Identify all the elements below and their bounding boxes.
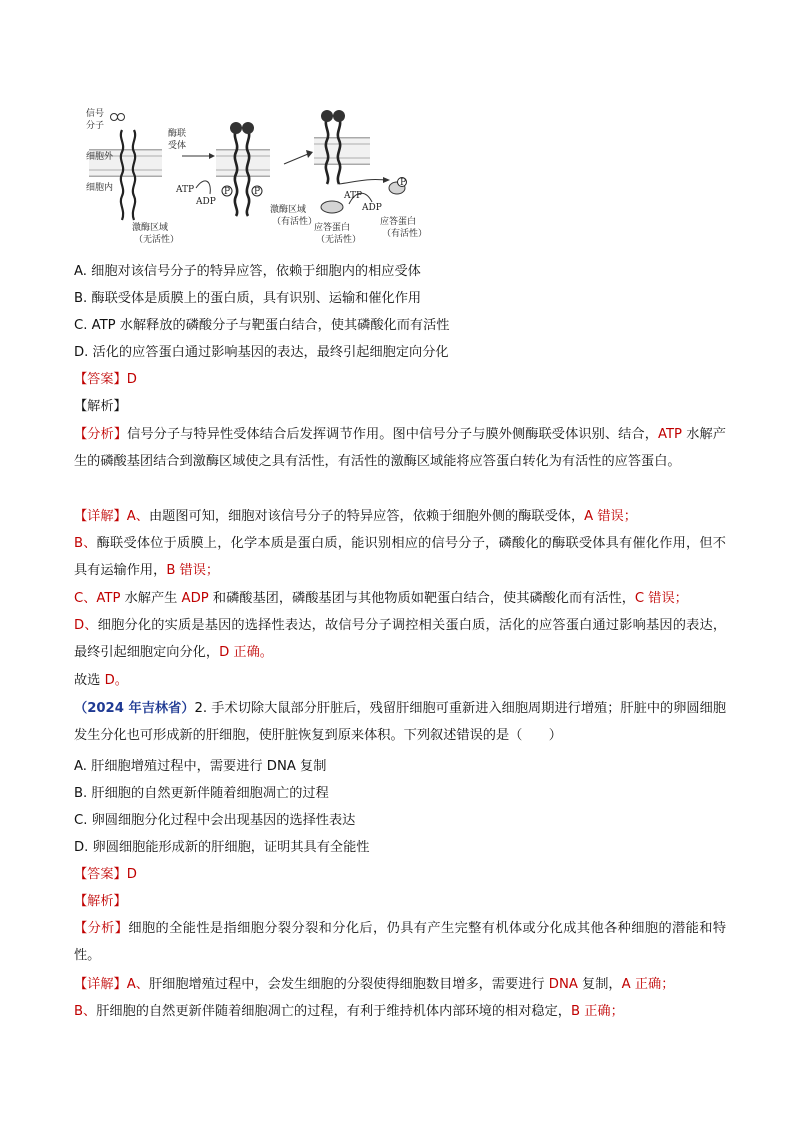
- q2-answer: [74, 865, 137, 885]
- q1-answer: [74, 370, 137, 390]
- conclusion-answer: D。: [104, 673, 128, 688]
- label-signal: 信号: [86, 109, 105, 119]
- q2-stem: [74, 695, 726, 749]
- q2-xj-a-prefix: A、: [126, 977, 149, 992]
- label-receptor: 受体: [168, 141, 187, 151]
- xj-c-verdict: C 错误；: [634, 591, 688, 606]
- q2-option-d: D. 卵圆细胞能形成新的肝细胞，证明其具有全能性: [74, 840, 370, 855]
- label-adp-1: ADP: [196, 197, 216, 207]
- label-enzyme: 酶联: [168, 129, 187, 139]
- fenxi-tag: 【分析】: [74, 427, 128, 442]
- q2-fenxi-tag: 【分析】: [74, 921, 129, 936]
- phosphate-1: P: [224, 187, 231, 197]
- q2-answer-value: D: [126, 867, 137, 882]
- label-atp-1: ATP: [176, 185, 195, 195]
- q2-option-c: C. 卵圆细胞分化过程中会出现基因的选择性表达: [74, 813, 356, 828]
- xj-c-text-a: 水解产生: [120, 591, 182, 606]
- answer-tag: 【答案】: [74, 372, 127, 387]
- q1-option-c: C. ATP 水解释放的磷酸分子与靶蛋白结合，使其磷酸化而有活性: [74, 318, 450, 333]
- q2-year-label: 2024 年吉林省: [87, 701, 182, 716]
- phosphate-2: P: [254, 187, 261, 197]
- xj-c-adp: ADP: [181, 591, 209, 606]
- label-adp-2: ADP: [362, 203, 382, 213]
- conclusion-text: 故选: [74, 673, 105, 688]
- xj-c-text-b: 和磷酸基团，磷酸基团与其他物质如靶蛋白结合，使其磷酸化而有活性，: [208, 591, 635, 606]
- phosphate-3: P: [400, 178, 407, 188]
- q2-answer-tag: 【答案】: [74, 867, 127, 882]
- q1-analysis-tag: 【解析】: [74, 399, 127, 414]
- q2-xj-a-verdict: A 正确；: [621, 977, 675, 992]
- label-inactive-2: （无活性）: [316, 235, 362, 245]
- q2-xiangjie-tag: 【详解】: [74, 977, 127, 992]
- xj-d-text: 细胞分化的实质是基因的选择性表达，故信号分子调控相关蛋白质，活化的应答蛋白通过影响基因的表达，最终引起细胞定向分化，: [74, 618, 727, 660]
- xj-d-verdict: D 正确。: [219, 645, 273, 660]
- label-response-inactive: 应答蛋白: [314, 223, 351, 233]
- q1-fenxi: [74, 421, 726, 475]
- q1-xiangjie-c: [74, 585, 726, 612]
- q1-option-d: D. 活化的应答蛋白通过影响基因的表达，最终引起细胞定向分化: [74, 345, 449, 360]
- q2-option-b: B. 肝细胞的自然更新伴随着细胞凋亡的过程: [74, 786, 329, 801]
- label-active-2: （有活性）: [382, 229, 428, 239]
- label-inside: 细胞内: [86, 183, 114, 193]
- xj-d-prefix: D、: [74, 618, 98, 633]
- fenxi-text-a: 信号分子与特异性受体结合后发挥调节作用。图中信号分子与膜外侧酶联受体识别、结合，: [127, 427, 658, 442]
- q2-year-close: ）: [181, 701, 195, 716]
- q2-fenxi: [74, 915, 726, 969]
- xj-a-text: 由题图可知，细胞对该信号分子的特异应答，依赖于细胞外侧的酶联受体，: [148, 509, 585, 524]
- q2-year-open: （: [74, 701, 88, 716]
- label-outside: 细胞外: [86, 152, 114, 162]
- q2-analysis-tag: 【解析】: [74, 894, 127, 909]
- q2-xj-b-text: 肝细胞的自然更新伴随着细胞凋亡的过程，有利于维持机体内部环境的相对稳定，: [96, 1004, 571, 1019]
- fenxi-text-b: 水解产生的磷酸基团结合到激酶区域使之具有活性，有活性的激酶区域能将应答蛋白转化为有活性的应答蛋白。: [74, 427, 726, 469]
- fenxi-atp: ATP: [657, 427, 682, 442]
- label-inactive-1: （无活性）: [134, 235, 180, 245]
- q1-xiangjie-b: [74, 530, 726, 584]
- q2-xiangjie-a: [74, 971, 726, 998]
- q2-xj-b-prefix: B、: [74, 1004, 97, 1019]
- label-kinase-inactive: 激酶区域: [132, 223, 169, 233]
- answer-value: D: [126, 372, 137, 387]
- q2-xj-b-verdict: B 正确；: [571, 1004, 624, 1019]
- xj-b-verdict: B 错误；: [166, 563, 220, 578]
- xj-b-text: 酶联受体位于质膜上，化学本质是蛋白质，能识别相应的信号分子，磷酸化的酶联受体具有催化作用，但不具有运输作用，: [74, 536, 726, 578]
- enzyme-linked-receptor-diagram: [84, 104, 429, 252]
- xj-b-prefix: B、: [74, 536, 97, 551]
- q1-conclusion: [74, 671, 128, 691]
- q1-option-b: B. 酶联受体是质膜上的蛋白质，具有识别、运输和催化作用: [74, 291, 422, 306]
- q1-xiangjie-a: [74, 503, 726, 530]
- label-response-active: 应答蛋白: [380, 217, 417, 227]
- xj-c-prefix: C、ATP: [74, 591, 121, 606]
- q2-fenxi-text: 细胞的全能性是指细胞分裂分裂和分化后，仍具有产生完整有机体或分化成其他各种细胞的潜能和特性。: [74, 921, 727, 963]
- label-atp-2: ATP: [344, 191, 363, 201]
- q1-option-a: A. 细胞对该信号分子的特异应答，依赖于细胞内的相应受体: [74, 264, 421, 279]
- q2-xj-a-text-b: 复制，: [577, 977, 622, 992]
- q2-xj-a-dna: DNA: [548, 977, 578, 992]
- q2-stem-text: 2. 手术切除大鼠部分肝脏后，残留肝细胞可重新进入细胞周期进行增殖；肝脏中的卵圆细胞发生分化也可形成新的肝细胞，使肝脏恢复到原来体积。下列叙述错误的是（ ）: [74, 701, 727, 743]
- label-kinase-active: 激酶区域: [270, 205, 307, 215]
- q2-xj-a-text: 肝细胞增殖过程中，会发生细胞的分裂使得细胞数目增多，需要进行: [148, 977, 549, 992]
- q2-xiangjie-b: [74, 998, 726, 1025]
- q2-option-a: A. 肝细胞增殖过程中，需要进行 DNA 复制: [74, 759, 327, 774]
- xj-a-prefix: A、: [126, 509, 149, 524]
- label-active-1: （有活性）: [272, 217, 318, 227]
- q1-xiangjie-d: [74, 612, 726, 666]
- xj-a-verdict: A 错误；: [584, 509, 637, 524]
- xiangjie-tag: 【详解】: [74, 509, 127, 524]
- label-molecule: 分子: [86, 121, 105, 131]
